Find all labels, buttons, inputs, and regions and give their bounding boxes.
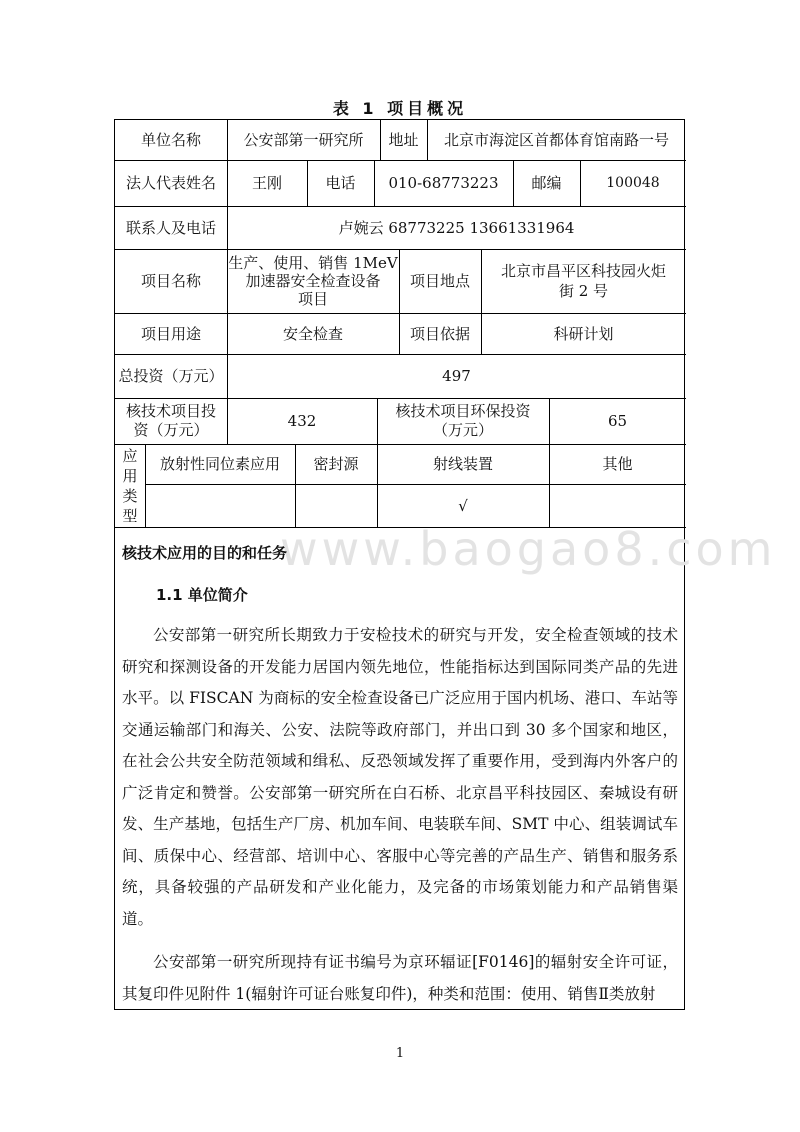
- address-value: 北京市海淀区首都体育馆南路一号: [443, 131, 669, 149]
- nuclear-investment-label-line: 资（万元）: [133, 421, 209, 439]
- sub-heading: 1.1 单位简介: [156, 586, 248, 604]
- unit-name-value: 公安部第一研究所: [243, 131, 364, 149]
- section-heading: 核技术应用的目的和任务: [122, 544, 288, 562]
- watermark: www.baogao8.com: [280, 522, 777, 576]
- postcode-value: 100048: [606, 175, 660, 191]
- postcode-label: 邮编: [531, 174, 562, 192]
- application-type-char: 型: [122, 506, 138, 525]
- project-purpose-value: 安全检查: [282, 324, 343, 343]
- page-number: 1: [395, 1046, 405, 1061]
- contact-value: 卢婉云 68773225 13661331964: [338, 218, 575, 237]
- unit-name-label: 单位名称: [140, 131, 201, 149]
- total-investment-value: 497: [442, 367, 471, 385]
- paragraph: 公安部第一研究所长期致力于安检技术的研究与开发，安全检查领域的技术研究和探测设备的开发能力居国内领先地位，性能指标达到国际同类产品的先进水平。以 FISCAN 为商标的安全检查设备已广泛应用于国内机场、港口、车站等交通运输部门和海关、公安、法院等政府部门，并出口到 30 多个国家和地区，在社会公共安全防范领域和缉私、反恐领域发挥了重要作用，受到海内外客户的广泛肯定和赞誉。公安部第一研究所在白石桥、北京昌平科技园区、秦城设有研发、生产基地，包括生产厂房、机加车间、电装联车间、SMT 中心、组装调试车间、质保中心、经营部、培训中心、客服中心等完善的产品生产、销售和服务系统，具备较强的产品研发和产业化能力，及完备的市场策划能力和产品销售渠道。: [122, 626, 678, 928]
- radioisotope-header: 放射性同位素应用: [159, 455, 280, 473]
- env-investment-label-line: 核技术项目环保投资: [395, 402, 531, 420]
- application-type-char: 应: [122, 446, 138, 465]
- other-mark: [549, 484, 686, 527]
- project-basis-label: 项目依据: [409, 324, 470, 343]
- project-purpose-label: 项目用途: [140, 324, 201, 343]
- project-name-label: 项目名称: [140, 272, 201, 290]
- env-investment-label-line: （万元）: [432, 421, 493, 439]
- env-investment-label: [377, 398, 549, 444]
- project-location-line: 北京市昌平区科技园火炬: [500, 262, 666, 280]
- project-name-value: [227, 249, 399, 313]
- project-name-line: 生产、使用、销售 1MeV: [228, 254, 398, 272]
- project-location-label: 项目地点: [409, 272, 470, 290]
- application-type-label: [115, 444, 145, 527]
- legal-rep-label: 法人代表姓名: [125, 174, 216, 192]
- application-type-char: 类: [122, 486, 138, 505]
- phone-label: 电话: [325, 174, 356, 192]
- total-investment-label: 总投资（万元）: [118, 367, 224, 385]
- nuclear-investment-value: 432: [287, 412, 317, 430]
- nuclear-investment-label-line: 核技术项目投: [125, 402, 216, 420]
- contact-label: 联系人及电话: [125, 218, 216, 237]
- table-title: 表 1 项目概况: [332, 99, 468, 118]
- project-location-line: 街 2 号: [558, 282, 609, 300]
- radioisotope-mark: [145, 484, 295, 527]
- project-name-line: 加速器安全检查设备: [245, 272, 381, 290]
- ray-device-header: 射线装置: [432, 455, 493, 473]
- application-type-char: 用: [122, 466, 138, 485]
- nuclear-investment-label: [115, 398, 227, 444]
- other-header: 其他: [602, 455, 633, 473]
- phone-value: 010-68773223: [388, 174, 499, 192]
- project-basis-value: 科研计划: [553, 324, 614, 343]
- address-label: 地址: [388, 131, 419, 149]
- sealed-source-mark: [295, 484, 377, 527]
- sealed-source-header: 密封源: [313, 455, 359, 473]
- env-investment-value: 65: [607, 412, 628, 430]
- ray-device-check-mark: √: [458, 496, 468, 515]
- paragraph: 公安部第一研究所现持有证书编号为京环辐证[F0146]的辐射安全许可证，其复印件见附件 1(辐射许可证台账复印件)，种类和范围：使用、销售Ⅱ类放射: [122, 953, 678, 1003]
- project-location-value: [481, 249, 686, 313]
- project-name-line: 项目: [297, 290, 328, 308]
- legal-rep-value: 王刚: [251, 174, 282, 192]
